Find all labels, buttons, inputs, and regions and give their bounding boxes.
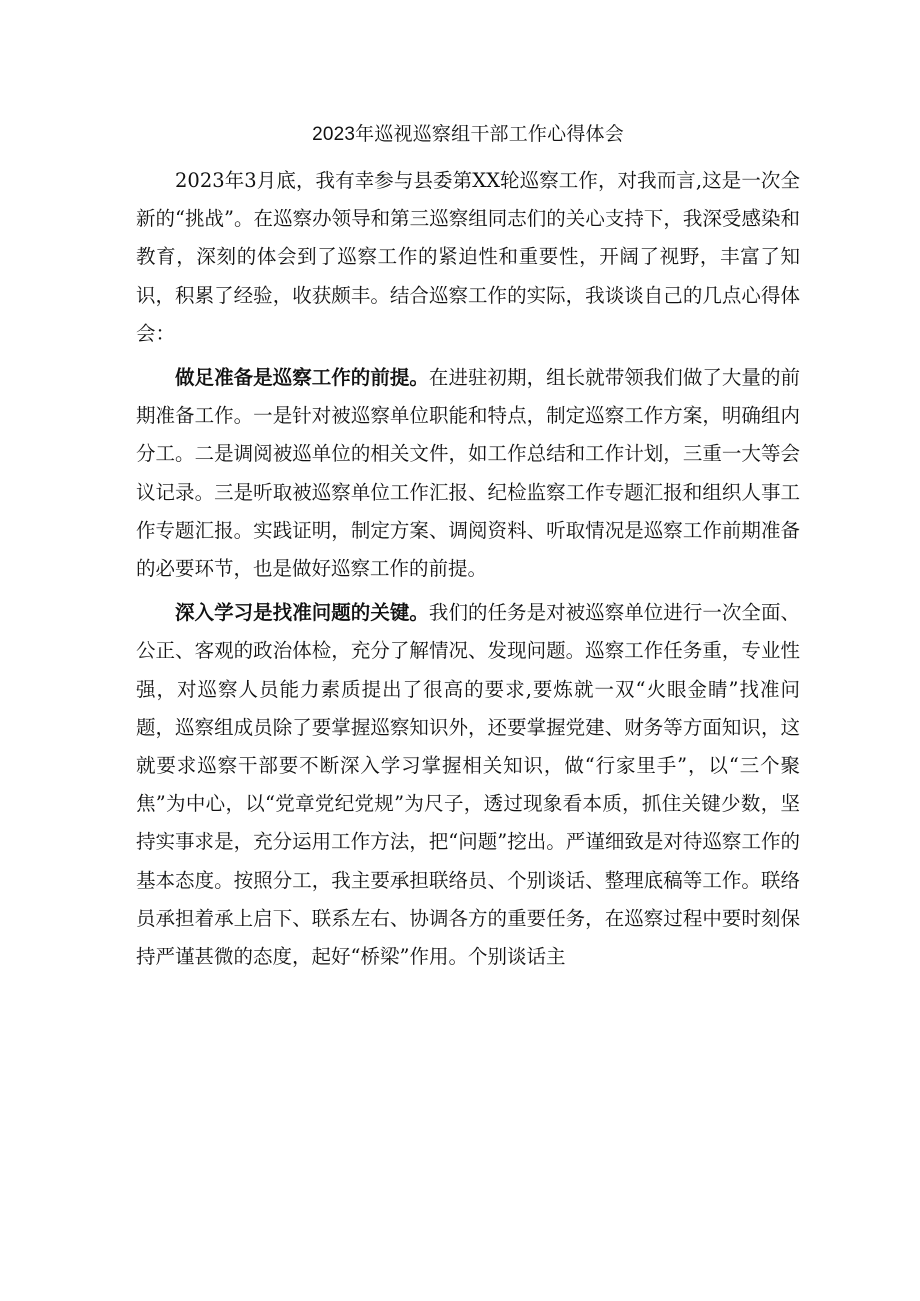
- document-title: 2023年巡视巡察组干部工作心得体会: [312, 124, 624, 145]
- paragraph-text: 2023年3月底，我有幸参与县委第XX轮巡察工作，对我而言,这是一次全新的“挑战”。在巡察办领导和第三巡察组同志们的关心支持下，我深受感染和教育，深刻的体会到了巡察工作的紧迫性和重要性，开阔了视野，丰富了知识，积累了经验，收获颇丰。结合巡察工作的实际，我谈谈自己的几点心得体会：: [136, 169, 800, 345]
- paragraph-lead: 深入学习是找准问题的关键。: [175, 601, 429, 625]
- paragraph-preparation: [136, 359, 800, 588]
- paragraph-intro: [136, 162, 800, 353]
- paragraph-text: 在进驻初期，组长就带领我们做了大量的前期准备工作。一是针对被巡察单位职能和特点，制定巡察工作方案，明确组内分工。二是调阅被巡单位的相关文件，如工作总结和工作计划，三重一大等会议记录。三是听取被巡察单位工作汇报、纪检监察工作专题汇报和组织人事工作专题汇报。实践证明，制定方案、调阅资料、听取情况是巡察工作前期准备的必要环节，也是做好巡察工作的前提。: [136, 366, 800, 581]
- paragraph-study: [136, 594, 800, 976]
- paragraph-lead: 做足准备是巡察工作的前提。: [175, 366, 429, 390]
- paragraph-text: 我们的任务是对被巡察单位进行一次全面、公正、客观的政治体检，充分了解情况、发现问题。巡察工作任务重，专业性强，对巡察人员能力素质提出了很高的要求,要炼就一双“火眼金睛”找准问题，巡察组成员除了要掌握巡察知识外，还要掌握党建、财务等方面知识，这就要求巡察干部要不断深入学习掌握相关知识，做“行家里手”，以“三个聚焦”为中心，以“党章党纪党规”为尺子，透过现象看本质，抓住关键少数，坚持实事求是，充分运用工作方法，把“问题”挖出。严谨细致是对待巡察工作的基本态度。按照分工，我主要承担联络员、个别谈话、整理底稿等工作。联络员承担着承上启下、联系左右、协调各方的重要任务，在巡察过程中要时刻保持严谨甚微的态度，起好“桥梁”作用。个别谈话主: [136, 601, 800, 969]
